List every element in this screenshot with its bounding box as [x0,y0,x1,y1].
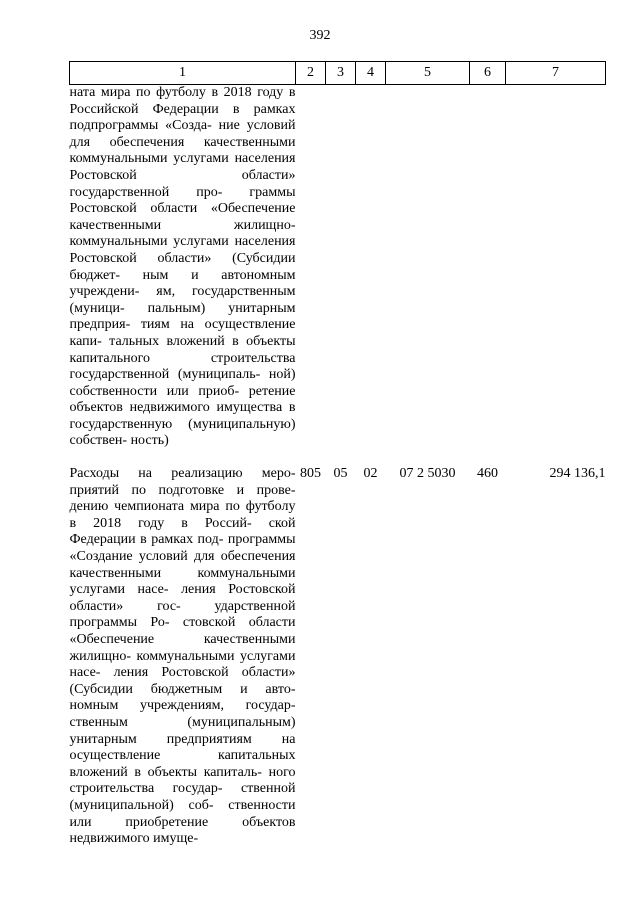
column-header-6: 6 [470,62,506,85]
row-description: Расходы на реализацию меро- приятий по подготовке и прове- дению чемпионата мира по футболу в 2018 году в Россий- ской Федерации в рамках под- программы «Создание условий для обеспечения качественными коммунальными услугами насе- ления Ростовской области» гос- ударственной программы Ро- стовской области «Обеспечение качественными жилищно- коммунальными услугами насе- ления Ростовской области» (Субсидии бюджетным и авто- номным учреждениям, государ- ственным (муниципальным) унитарным предприятиям на осуществление капитальных вложений в объекты капиталь- ного строительства государ- ственной (муниципальной) соб- ственности или приобретение объектов недвижимого имуще- [69,466,296,847]
column-header-1: 1 [70,62,296,85]
table-row [70,462,606,848]
column-header-5: 5 [386,62,470,85]
row-code-ministry [296,85,326,463]
column-header-4: 4 [356,62,386,85]
budget-table [69,61,606,848]
table-header-row [70,62,606,85]
row-code-subsection [356,85,386,463]
column-header-2: 2 [296,62,326,85]
row-code-section [326,85,356,463]
row-code-expense-type [470,85,506,463]
column-header-7: 7 [506,62,606,85]
row-code-expense-type: 460 [477,466,498,482]
page-number: 392 [309,28,331,43]
column-header-3: 3 [326,62,356,85]
row-amount: 294 136,1 [549,466,606,482]
row-code-ministry: 805 [300,466,321,482]
row-code-target: 07 2 5030 [399,466,456,482]
table-row [70,85,606,463]
row-description: ната мира по футболу в 2018 году в Российской Федерации в рамках подпрограммы «Созда- ние условий для обеспечения качественными коммунальными услугами населения Ростовской области» государственной про- граммы Ростовской области «Обеспечение качественными жилищно-коммунальными услугами населения Ростовской области» (Субсидии бюджет- ным и автономным учреждени- ям, государственным (муници- пальным) унитарным предприя- тиям на осуществление капи- тальных вложений в объекты капитального строительства государственной (муниципаль- ной) собственности или приоб- ретение объектов недвижимого имущества в государственную (муниципальную) собствен- ность) [69,85,296,449]
row-code-subsection: 02 [363,466,378,482]
row-code-target [386,85,470,463]
row-code-section: 05 [333,466,348,482]
row-amount [506,85,606,463]
